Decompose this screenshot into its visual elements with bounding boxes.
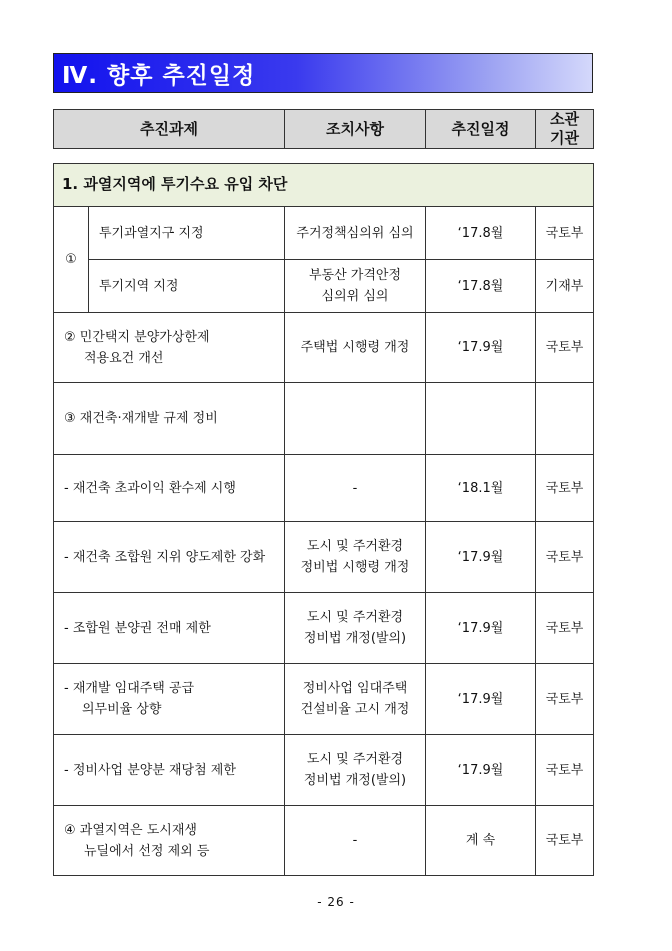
agency-cell <box>536 383 594 455</box>
action-cell: 도시 및 주거환경 정비법 개정(발의) <box>285 735 426 806</box>
schedule-cell: ‘17.9월 <box>426 664 536 735</box>
action-cell: 정비사업 임대주택 건설비율 고시 개정 <box>285 664 426 735</box>
table-row <box>54 735 594 806</box>
section-title-banner <box>53 53 593 93</box>
schedule-table <box>53 163 594 876</box>
action-cell <box>285 383 426 455</box>
header-agency: 소관 기관 <box>536 110 594 149</box>
agency-cell: 국토부 <box>536 207 594 260</box>
task-cell: 투기지역 지정 <box>89 260 285 313</box>
schedule-cell: ‘17.9월 <box>426 735 536 806</box>
task-cell: ② 민간택지 분양가상한제 적용요건 개선 <box>54 313 285 383</box>
agency-cell: 국토부 <box>536 664 594 735</box>
page-number: - 26 - <box>317 895 355 909</box>
table-row <box>54 593 594 664</box>
section-row <box>54 164 594 207</box>
table-row <box>54 260 594 313</box>
table-row <box>54 207 594 260</box>
action-cell: 주거정책심의위 심의 <box>285 207 426 260</box>
action-cell: 도시 및 주거환경 정비법 개정(발의) <box>285 593 426 664</box>
task-cell: ④ 과열지역은 도시재생 뉴딜에서 선정 제외 등 <box>54 806 285 876</box>
schedule-cell <box>426 383 536 455</box>
schedule-cell: ‘17.8월 <box>426 260 536 313</box>
header-schedule: 추진일정 <box>426 110 536 149</box>
agency-cell: 국토부 <box>536 455 594 522</box>
task-cell: - 재건축 조합원 지위 양도제한 강화 <box>54 522 285 593</box>
agency-cell: 국토부 <box>536 522 594 593</box>
section-heading: 1. 과열지역에 투기수요 유입 차단 <box>62 175 288 193</box>
action-cell: - <box>285 455 426 522</box>
action-cell: - <box>285 806 426 876</box>
schedule-cell: ‘18.1월 <box>426 455 536 522</box>
item-marker: ① <box>54 207 89 313</box>
table-row <box>54 383 594 455</box>
table-row <box>54 313 594 383</box>
agency-cell: 기재부 <box>536 260 594 313</box>
task-cell: - 재개발 임대주택 공급 의무비율 상향 <box>54 664 285 735</box>
task-cell: - 정비사업 분양분 재당첨 제한 <box>54 735 285 806</box>
action-cell: 주택법 시행령 개정 <box>285 313 426 383</box>
schedule-cell: ‘17.9월 <box>426 313 536 383</box>
agency-cell: 국토부 <box>536 806 594 876</box>
action-cell: 부동산 가격안정 심의위 심의 <box>285 260 426 313</box>
task-cell: - 조합원 분양권 전매 제한 <box>54 593 285 664</box>
task-cell: ③ 재건축·재개발 규제 정비 <box>54 383 285 455</box>
task-cell: 투기과열지구 지정 <box>89 207 285 260</box>
header-action: 조치사항 <box>285 110 426 149</box>
schedule-cell: 계 속 <box>426 806 536 876</box>
agency-cell: 국토부 <box>536 313 594 383</box>
action-cell: 도시 및 주거환경 정비법 시행령 개정 <box>285 522 426 593</box>
table-row <box>54 455 594 522</box>
header-table <box>53 109 594 149</box>
agency-cell: 국토부 <box>536 593 594 664</box>
table-row <box>54 522 594 593</box>
table-row <box>54 806 594 876</box>
section-title: Ⅳ. 향후 추진일정 <box>62 63 256 89</box>
schedule-cell: ‘17.8월 <box>426 207 536 260</box>
table-row <box>54 664 594 735</box>
schedule-cell: ‘17.9월 <box>426 522 536 593</box>
schedule-cell: ‘17.9월 <box>426 593 536 664</box>
agency-cell: 국토부 <box>536 735 594 806</box>
header-task: 추진과제 <box>54 110 285 149</box>
task-cell: - 재건축 초과이익 환수제 시행 <box>54 455 285 522</box>
